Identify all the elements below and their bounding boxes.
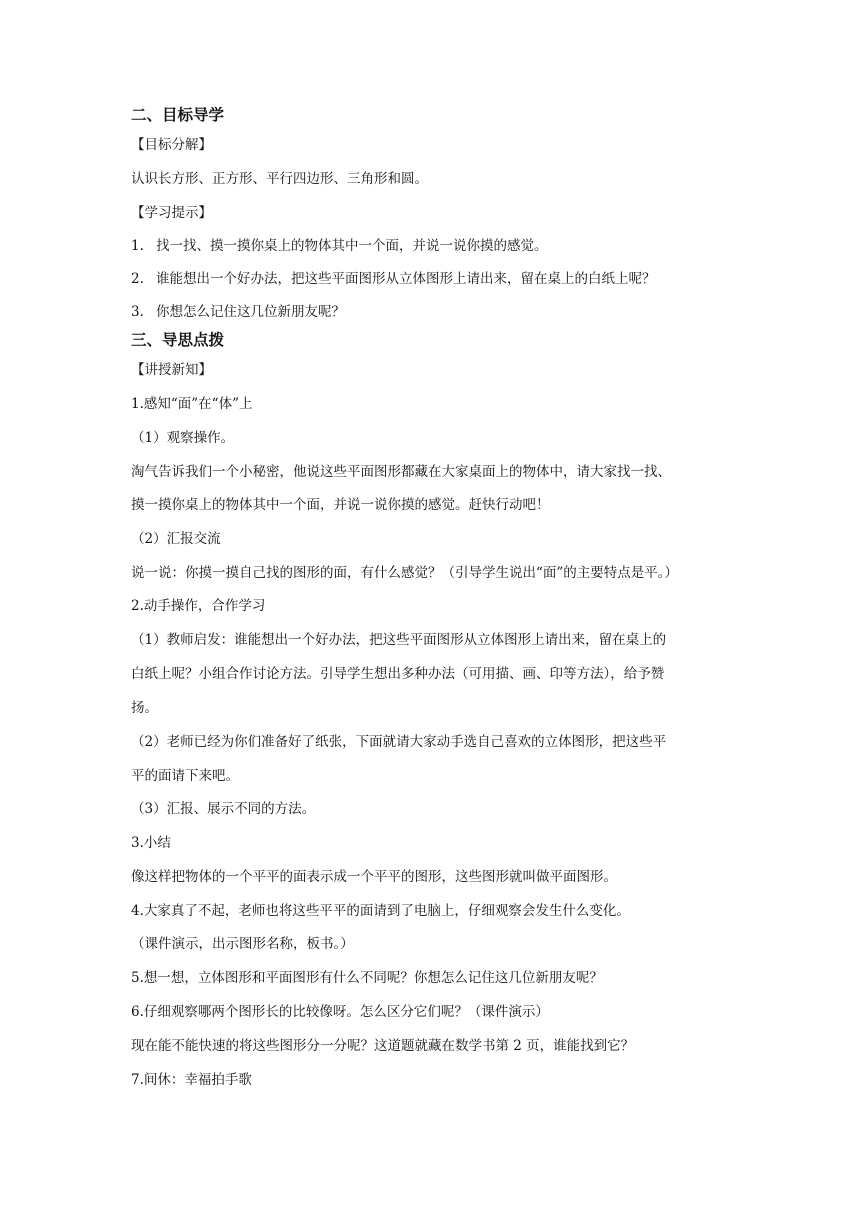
list-text: 谁能想出一个好办法，把这些平面图形从立体图形上请出来，留在桌上的白纸上呢？ — [156, 271, 656, 287]
paragraph: （1）观察操作。 — [131, 430, 235, 446]
list-number: 2. — [131, 271, 144, 287]
list-text: 找一找、摸一摸你桌上的物体其中一个面，并说一说你摸的感觉。 — [156, 238, 548, 254]
goal-text: 认识长方形、正方形、平行四边形、三角形和圆。 — [131, 171, 428, 187]
paragraph: 白纸上呢？小组合作讨论方法。引导学生想出多种办法（可用描、画、印等方法），给予赞 — [131, 666, 665, 682]
paragraph: （2）汇报交流 — [131, 531, 221, 547]
paragraph: 说一说：你摸一摸自己找的图形的面，有什么感觉？（引导学生说出“面”的主要特点是平。） — [131, 565, 679, 581]
paragraph: 扬。 — [131, 700, 158, 716]
paragraph: 7.间休：幸福拍手歌 — [131, 1072, 252, 1088]
new-knowledge-label: 【讲授新知】 — [131, 362, 212, 378]
paragraph: 5.想一想，立体图形和平面图形有什么不同呢？你想怎么记住这几位新朋友呢？ — [131, 970, 603, 986]
paragraph: （2）老师已经为你们准备好了纸张，下面就请大家动手选自己喜欢的立体图形，把这些平 — [131, 734, 667, 750]
paragraph: 现在能不能快速的将这些图形分一分呢？这道题就藏在数学书第 2 页，谁能找到它？ — [131, 1038, 635, 1054]
paragraph: 像这样把物体的一个平平的面表示成一个平平的图形，这些图形就叫做平面图形。 — [131, 869, 617, 885]
paragraph: 2.动手操作，合作学习 — [131, 598, 266, 614]
study-tip-item — [131, 237, 738, 255]
list-number: 3. — [131, 304, 144, 320]
section-heading-guidance: 三、导思点拨 — [131, 331, 225, 349]
paragraph: 4.大家真了不起，老师也将这些平平的面请到了电脑上，仔细观察会发生什么变化。 — [131, 903, 630, 919]
list-number: 1. — [131, 238, 144, 254]
paragraph: （1）教师启发：谁能想出一个好办法，把这些平面图形从立体图形上请出来，留在桌上的 — [131, 632, 667, 648]
study-tip-item — [131, 303, 738, 321]
paragraph: （课件演示，出示图形名称，板书。） — [131, 936, 354, 952]
paragraph: 6.仔细观察哪两个图形长的比较像呀。怎么区分它们呢？（课件演示） — [131, 1004, 549, 1020]
study-tip-item — [131, 270, 738, 288]
section-heading-objectives: 二、目标导学 — [131, 106, 225, 124]
paragraph: （3）汇报、展示不同的方法。 — [131, 801, 316, 817]
paragraph: 1.感知“面”在“体”上 — [131, 396, 253, 412]
list-text: 你想怎么记住这几位新朋友呢？ — [156, 304, 345, 320]
paragraph: 淘气告诉我们一个小秘密，他说这些平面图形都藏在大家桌面上的物体中，请大家找一找、 — [131, 464, 671, 480]
paragraph: 摸一摸你桌上的物体其中一个面，并说一说你摸的感觉。赶快行动吧！ — [131, 497, 550, 513]
paragraph: 平的面请下来吧。 — [131, 768, 239, 784]
paragraph: 3.小结 — [131, 835, 171, 851]
goal-breakdown-label: 【目标分解】 — [131, 137, 212, 153]
study-tips-label: 【学习提示】 — [131, 205, 212, 221]
